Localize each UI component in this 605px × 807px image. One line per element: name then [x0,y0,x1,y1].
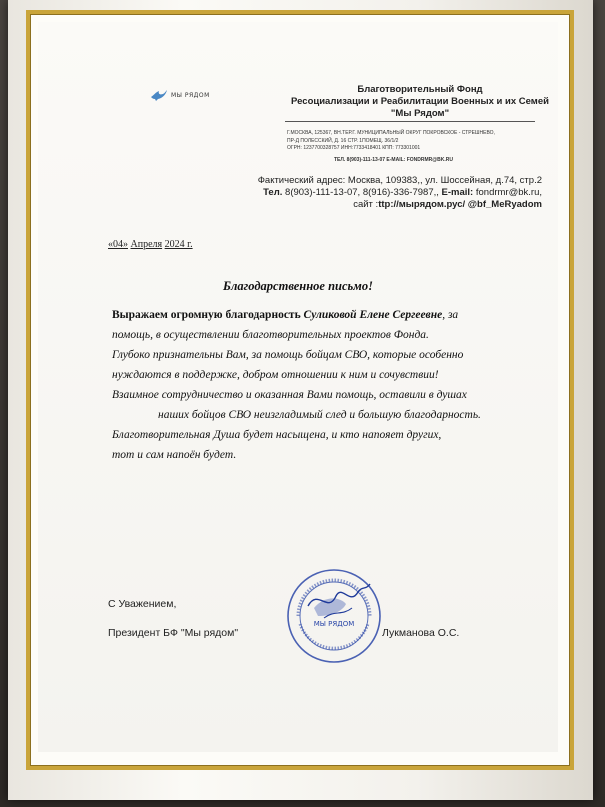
body-line-3: Глубоко признательны Вам, за помощь бойцам СВО, которые особенно [112,349,464,361]
body-line-1 [112,305,527,325]
legal-registration: ОГРН: 1237700328757 ИНН:7733418401 КПП: 773301001 [287,145,421,151]
legal-details [287,130,537,153]
body-line-8: тот и сам напоён будет. [112,449,237,461]
body-line-2: помощь, в осуществлении благотворительных проектов Фонда. [112,329,429,341]
body-line-1-rest: , за [442,309,459,321]
stamp-text: МЫ РЯДОМ [313,620,355,628]
actual-address: Фактический адрес: Москва, 109383,, ул. Шоссейная, д.74, стр.2 [257,175,542,186]
body-line-4: нуждаются в поддержке, добром отношении к ним и сочувствии! [112,369,439,381]
official-stamp [284,566,384,666]
social-handle: @bf_MeRyadom [467,199,542,210]
legal-contacts: ТЕЛ. 8(903)-111-13-07 E-MAIL: FONDRMR@BK.RU [334,157,453,163]
lead-text: Выражаем огромную благодарность [112,309,301,321]
phones: 8(903)-111-13-07, 8(916)-336-7987,, [285,187,439,198]
email-label: E-mail: [441,187,474,198]
fund-name [250,84,590,120]
letter-date [108,239,193,250]
actual-address-block [250,175,542,211]
letter-body [112,305,527,465]
closing-phrase: С Уважением, [108,598,177,610]
letter-title: Благодарственное письмо! [223,279,373,293]
legal-address-2: ПР-Д ПОЛЕССКИЙ, Д. 16 СТР. 1ПОМЕЩ. 36/1/2 [287,137,399,144]
signer-title: Президент БФ "Мы рядом" [108,627,239,639]
logo-text: МЫ РЯДОМ [171,91,210,99]
fund-name-line1: Благотворительный Фонд [357,84,483,95]
legal-address: Г.МОСКВА, 125367, ВН.ТЕР.Г. МУНИЦИПАЛЬНЫЙ ОКРУГ ПОКРОВСКОЕ - СТРЕШНЕВО, [287,130,495,136]
header-divider [285,121,535,122]
recipient-name: Суликовой Елене Сергеевне [303,309,443,321]
dove-icon [150,88,168,102]
date-year: 2024 г. [164,239,193,250]
fund-name-line2: Ресоциализации и Реабилитации Военных и их Семей [291,96,549,107]
contacts-line [250,187,542,199]
site-line [250,199,542,211]
body-line-5: Взаимное сотрудничество и оказанная Вами помощь, оставили в душах [112,389,467,401]
fund-logo [150,88,210,102]
site: ttp://мырядом.рус/ [378,199,466,210]
fund-name-line3: "Мы Рядом" [390,108,450,119]
signer-name: Лукманова О.С. [382,627,460,639]
phone-label: Тел. [263,187,283,198]
email: fondrmr@bk.ru, [475,187,542,198]
body-line-6: наших бойцов СВО неизгладимый след и большую благодарность. [158,409,481,421]
date-day: «04» [108,239,128,250]
body-line-7: Благотворительная Душа будет насыщена, и кто напояет других, [112,429,442,441]
site-label: сайт : [353,199,379,210]
date-month: Апреля [130,239,163,250]
